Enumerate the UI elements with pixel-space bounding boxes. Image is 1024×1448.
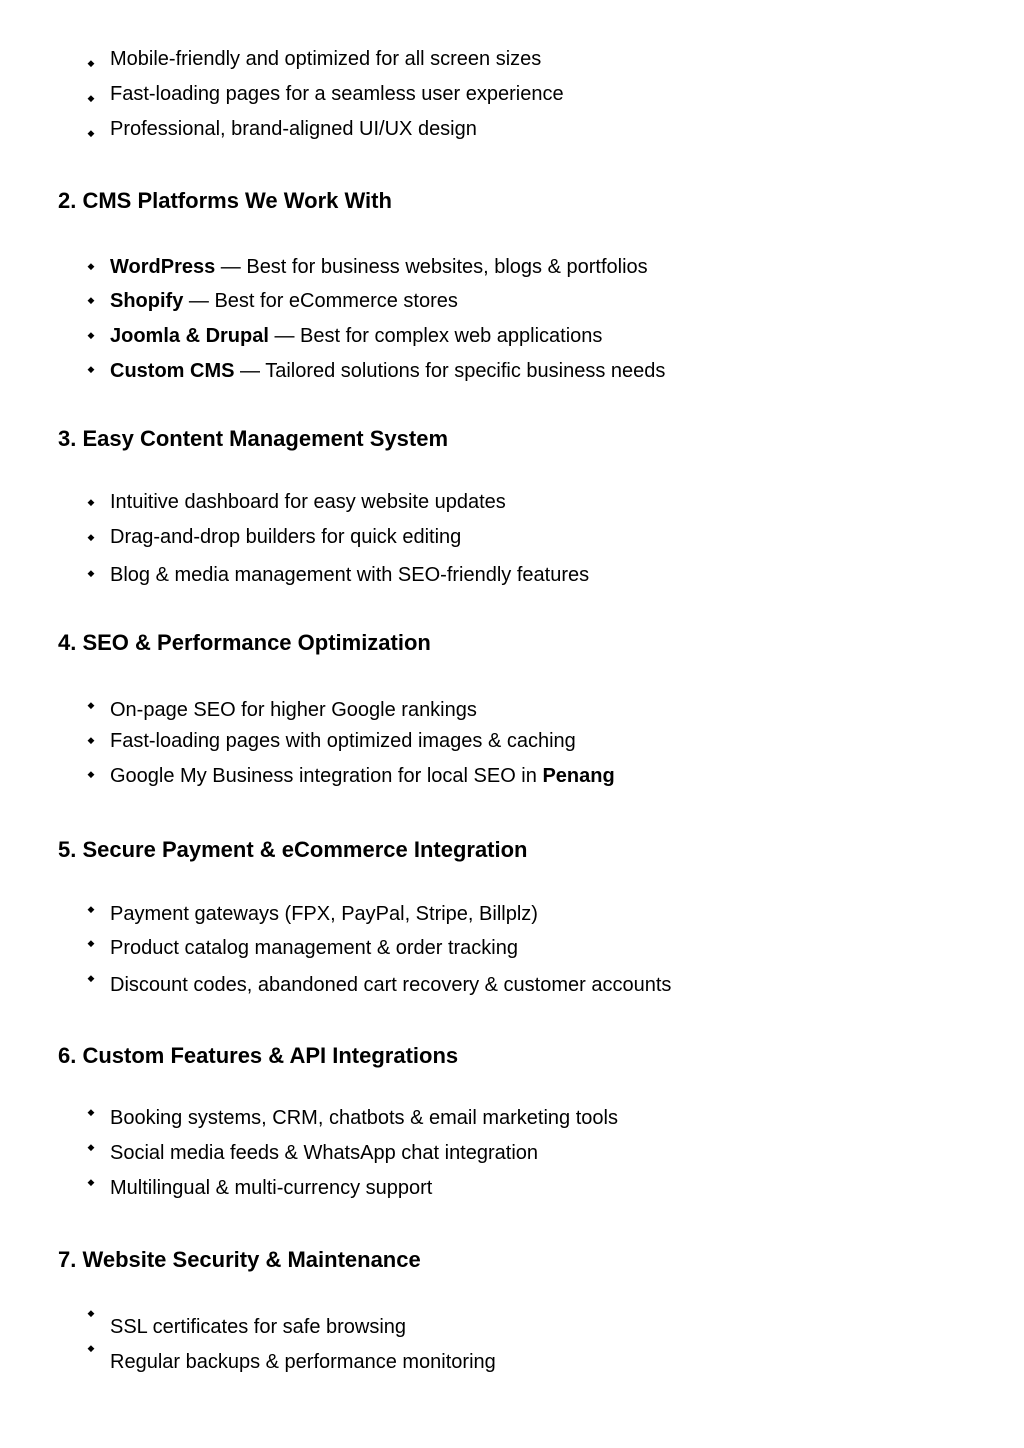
list-item: Payment gateways (FPX, PayPal, Stripe, Billplz) xyxy=(110,903,538,925)
bullet-icon: ◆ xyxy=(87,1177,95,1187)
platform-description: — Best for business websites, blogs & portfolios xyxy=(215,256,648,278)
list-item: Mobile-friendly and optimized for all screen sizes xyxy=(110,48,542,70)
list-item xyxy=(110,324,602,348)
platform-name: Joomla & Drupal xyxy=(110,325,269,347)
list-item: Fast-loading pages with optimized images & caching xyxy=(110,730,576,752)
list-item: Fast-loading pages for a seamless user experience xyxy=(110,83,564,105)
bullet-icon: ◆ xyxy=(87,769,95,779)
section-heading: 2. CMS Platforms We Work With xyxy=(58,188,392,213)
list-item: Professional, brand-aligned UI/UX design xyxy=(110,118,477,140)
list-item: Regular backups & performance monitoring xyxy=(110,1351,496,1373)
location-name: Penang xyxy=(542,765,615,787)
list-item: Multilingual & multi-currency support xyxy=(110,1177,433,1199)
list-item: SSL certificates for safe browsing xyxy=(110,1316,407,1338)
bullet-icon: ◆ xyxy=(87,58,95,68)
list-item: Social media feeds & WhatsApp chat integration xyxy=(110,1142,539,1164)
bullet-icon: ◆ xyxy=(87,568,95,578)
bullet-icon: ◆ xyxy=(87,1107,95,1117)
bullet-icon: ◆ xyxy=(87,532,95,542)
list-item: Blog & media management with SEO-friendly features xyxy=(110,564,590,586)
bullet-icon: ◆ xyxy=(87,735,95,745)
list-item: On-page SEO for higher Google rankings xyxy=(110,699,477,721)
bullet-icon: ◆ xyxy=(87,497,95,507)
item-text: Google My Business integration for local SEO in xyxy=(110,765,543,787)
bullet-icon: ◆ xyxy=(87,1343,95,1353)
list-item: Booking systems, CRM, chatbots & email marketing tools xyxy=(110,1107,618,1129)
list-item xyxy=(110,764,615,788)
platform-description: — Best for eCommerce stores xyxy=(183,290,458,312)
platform-name: Shopify xyxy=(110,290,184,312)
bullet-icon: ◆ xyxy=(87,938,95,948)
bullet-icon: ◆ xyxy=(87,93,95,103)
list-item: Drag-and-drop builders for quick editing xyxy=(110,526,462,548)
platform-name: WordPress xyxy=(110,256,216,278)
bullet-icon: ◆ xyxy=(87,700,95,710)
section-heading: 4. SEO & Performance Optimization xyxy=(58,630,431,655)
list-item xyxy=(110,289,458,313)
bullet-icon: ◆ xyxy=(87,364,95,374)
bullet-icon: ◆ xyxy=(87,128,95,138)
list-item: Product catalog management & order tracking xyxy=(110,937,518,959)
list-item: Intuitive dashboard for easy website updates xyxy=(110,491,506,513)
bullet-icon: ◆ xyxy=(87,904,95,914)
platform-description: — Tailored solutions for specific business needs xyxy=(234,360,666,382)
bullet-icon: ◆ xyxy=(87,295,95,305)
section-heading: 6. Custom Features & API Integrations xyxy=(58,1043,459,1068)
platform-description: — Best for complex web applications xyxy=(268,325,603,347)
section-heading: 7. Website Security & Maintenance xyxy=(58,1247,421,1272)
bullet-icon: ◆ xyxy=(87,973,95,983)
bullet-icon: ◆ xyxy=(87,330,95,340)
platform-name: Custom CMS xyxy=(110,360,235,382)
list-item: Discount codes, abandoned cart recovery & customer accounts xyxy=(110,974,672,996)
bullet-icon: ◆ xyxy=(87,1308,95,1318)
bullet-icon: ◆ xyxy=(87,261,95,271)
list-item xyxy=(110,255,648,279)
section-heading: 3. Easy Content Management System xyxy=(58,426,449,451)
bullet-icon: ◆ xyxy=(87,1142,95,1152)
list-item xyxy=(110,359,665,383)
section-heading: 5. Secure Payment & eCommerce Integration xyxy=(58,837,528,862)
